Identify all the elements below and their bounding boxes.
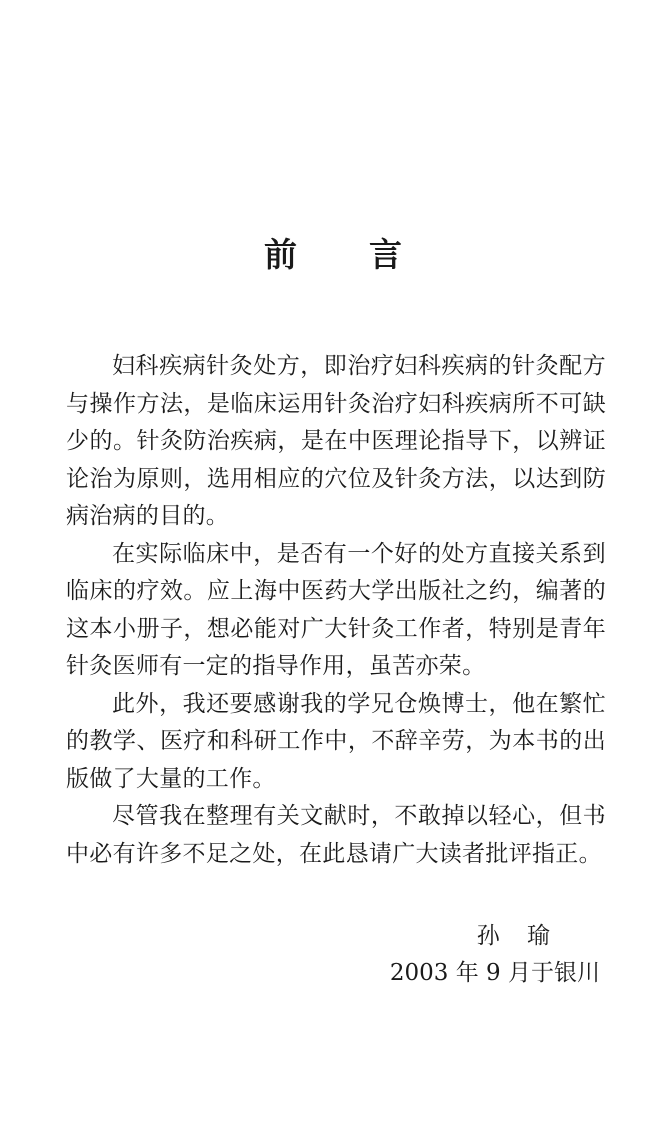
title-char-2: 言	[369, 235, 402, 274]
page-title	[0, 232, 666, 278]
title-char-1: 前	[264, 235, 297, 274]
signature-block	[300, 918, 600, 992]
preface-body	[66, 348, 606, 873]
paragraph-4: 尽管我在整理有关文献时，不敢掉以轻心，但书中必有许多不足之处，在此恳请广大读者批评指正。	[66, 803, 606, 867]
signature-date: 2003 年 9 月于银川	[389, 960, 600, 986]
paragraph-2: 在实际临床中，是否有一个好的处方直接关系到临床的疗效。应上海中医药大学出版社之约，编著的这本小册子，想必能对广大针灸工作者，特别是青年针灸医师有一定的指导作用，虽苦亦荣。	[66, 540, 606, 679]
paragraph-3: 此外，我还要感谢我的学兄仓焕博士，他在繁忙的教学、医疗和科研工作中，不辞辛劳，为本书的出版做了大量的工作。	[66, 690, 606, 792]
paragraph-1: 妇科疾病针灸处方，即治疗妇科疾病的针灸配方与操作方法，是临床运用针灸治疗妇科疾病所不可缺少的。针灸防治疾病，是在中医理论指导下，以辨证论治为原则，选用相应的穴位及针灸方法，以达到防病治病的目的。	[66, 353, 606, 529]
author-name: 孙 瑜	[476, 923, 560, 949]
